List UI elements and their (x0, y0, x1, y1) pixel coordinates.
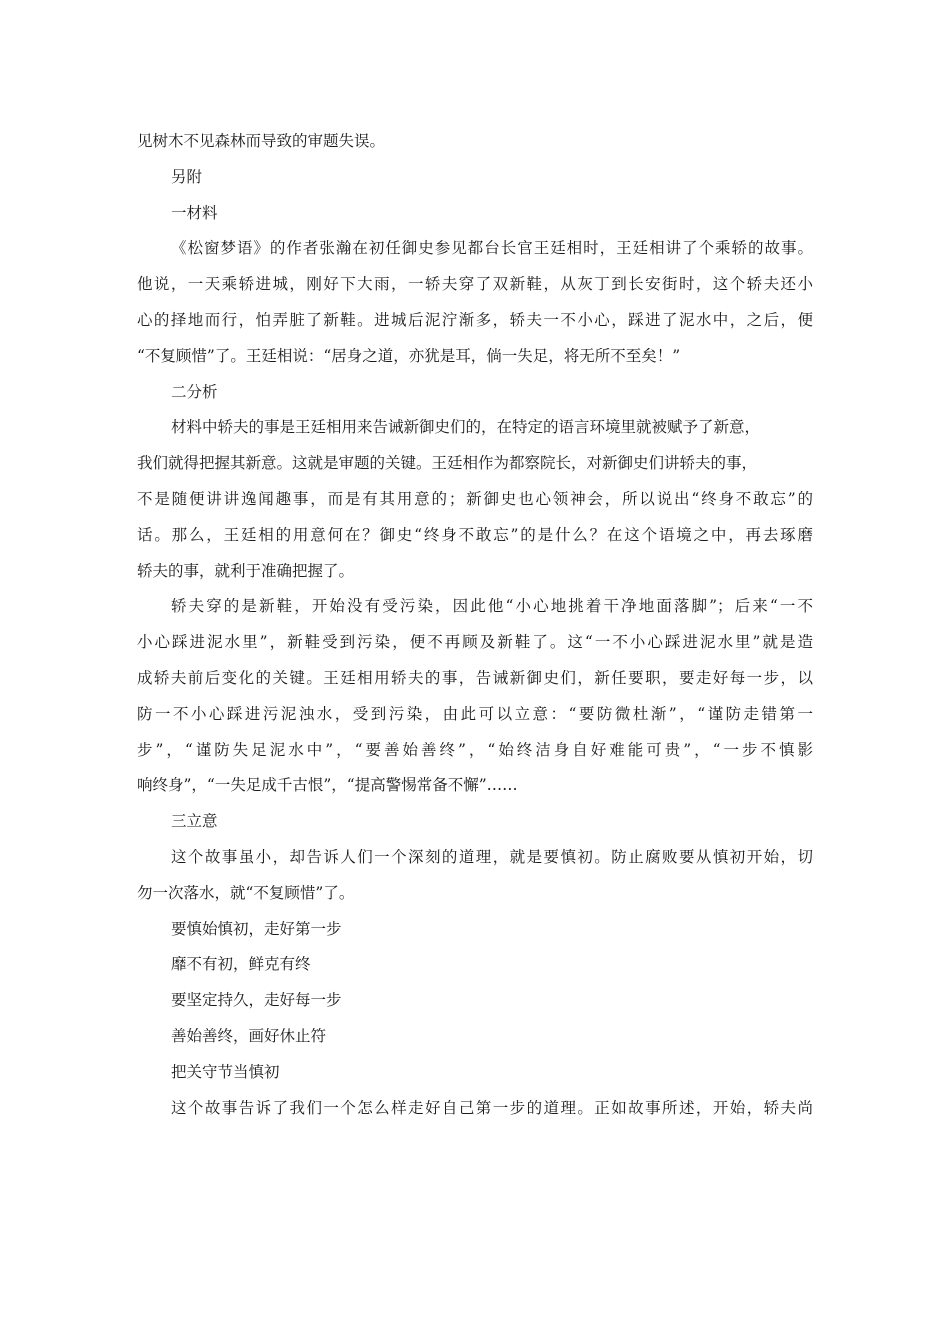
text-line: 一材料 (171, 203, 218, 222)
text-line: 步”，“谨防失足泥水中”，“要善始善终”，“始终洁身自好难能可贵”，“一步不慎影 (137, 740, 813, 759)
text-line: 这个故事告诉了我们一个怎么样走好自己第一步的道理。正如故事所述，开始，轿夫尚 (171, 1098, 813, 1117)
text-line: 要慎始慎初，走好第一步 (171, 919, 342, 938)
text-line: 轿夫的事，就利于准确把握了。 (137, 561, 355, 580)
text-line: 善始善终，画好休止符 (171, 1026, 327, 1045)
text-line: 见树木不见森林而导致的审题失误。 (137, 132, 386, 150)
text-line: 《松窗梦语》的作者张瀚在初任御史参见都台长官王廷相时，王廷相讲了个乘轿的故事。 (171, 239, 813, 258)
text-line: 另附 (171, 167, 203, 186)
text-line: 把关守节当慎初 (171, 1062, 280, 1081)
document-page (137, 124, 813, 1126)
text-line: 勿一次落水，就“不复顾惜”了。 (137, 883, 355, 902)
text-line: 响终身”，“一失足成千古恨”，“提高警惕常备不懈”…… (137, 776, 518, 795)
text-line: 我们就得把握其新意。这就是审题的关键。王廷相作为都察院长，对新御史们讲轿夫的事， (137, 454, 758, 473)
text-line: 靡不有初，鲜克有终 (171, 955, 311, 974)
text-line: 不是随便讲讲逸闻趣事，而是有其用意的；新御史也心领神会，所以说出“终身不敢忘”的 (137, 489, 813, 508)
text-line: 话。那么，王廷相的用意何在？御史“终身不敢忘”的是什么？在这个语境之中，再去琢磨 (137, 525, 813, 544)
text-line: 要坚定持久，走好每一步 (171, 991, 342, 1010)
text-line: 他说，一天乘轿进城，刚好下大雨，一轿夫穿了双新鞋，从灰丁到长安街时，这个轿夫还小 (137, 275, 813, 294)
text-line: 材料中轿夫的事是王廷相用来告诫新御史们的，在特定的语言环境里就被赋予了新意， (171, 418, 761, 437)
text-line: “不复顾惜”了。王廷相说：“居身之道，亦犹是耳，倘一失足，将无所不至矣！” (137, 346, 681, 365)
text-line: 小心踩进泥水里”，新鞋受到污染，便不再顾及新鞋了。这“一不小心踩进泥水里”就是造 (137, 633, 813, 652)
text-line: 三立意 (171, 812, 218, 831)
text-line: 这个故事虽小，却告诉人们一个深刻的道理，就是要慎初。防止腐败要从慎初开始，切 (171, 847, 813, 866)
text-line: 心的择地而行，怕弄脏了新鞋。进城后泥泞渐多，轿夫一不小心，踩进了泥水中，之后，便 (137, 310, 813, 329)
text-line: 成轿夫前后变化的关键。王廷相用轿夫的事，告诫新御史们，新任要职，要走好每一步，以 (137, 668, 813, 687)
text-line: 防一不小心踩进污泥浊水，受到污染，由此可以立意：“要防微杜渐”，“谨防走错第一 (137, 704, 813, 723)
text-line: 轿夫穿的是新鞋，开始没有受污染，因此他“小心地挑着干净地面落脚”；后来“一不 (171, 597, 813, 616)
text-line: 二分析 (171, 382, 218, 401)
